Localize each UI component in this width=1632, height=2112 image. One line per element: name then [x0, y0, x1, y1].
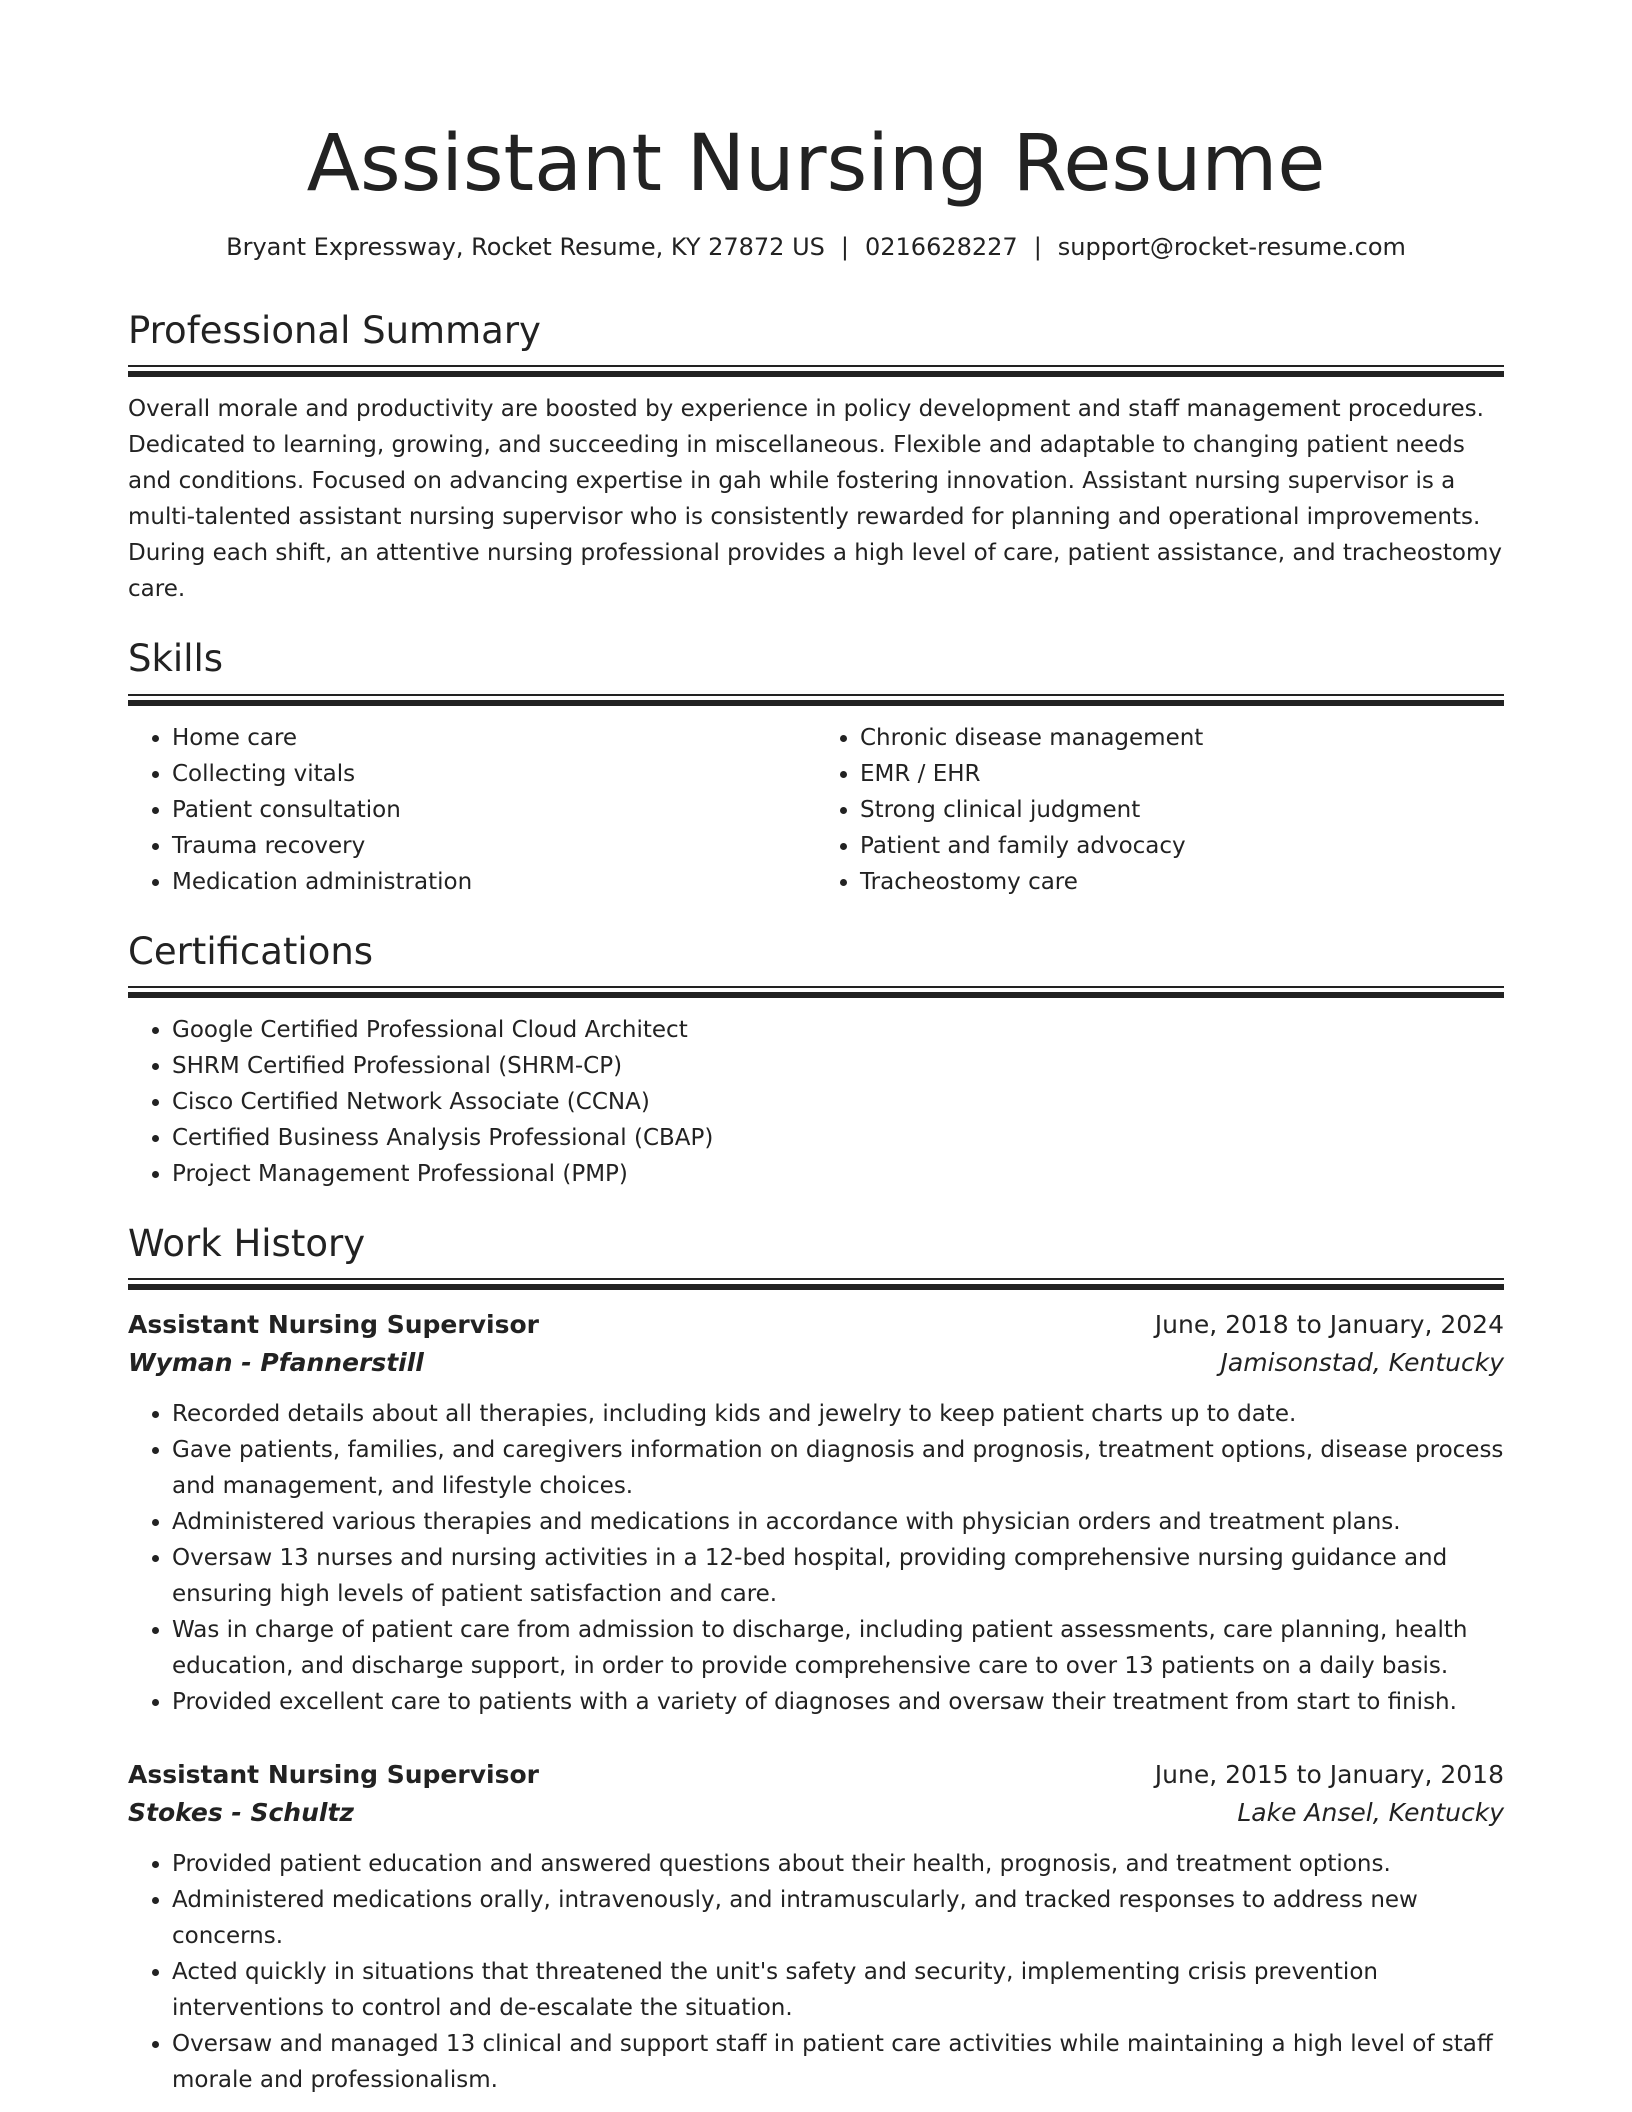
skill-item: • Tracheostomy care — [860, 864, 1504, 900]
job-role: Assistant Nursing Supervisor — [128, 1310, 539, 1340]
certification-item: • SHRM Certified Professional (SHRM-CP) — [172, 1048, 1504, 1084]
job-dates: June, 2015 to January, 2018 — [1154, 1760, 1504, 1790]
job-entry — [128, 1756, 1504, 2098]
skill-item: • Collecting vitals — [172, 756, 816, 792]
skill-item: • Home care — [172, 720, 816, 756]
job-role: Assistant Nursing Supervisor — [128, 1760, 539, 1790]
skills-heading: Skills — [128, 637, 224, 681]
certifications-heading: Certifications — [128, 929, 374, 973]
contact-address: Bryant Expressway, Rocket Resume, KY 27872 US — [226, 232, 825, 261]
section-divider — [128, 365, 1504, 377]
summary-section — [128, 309, 1504, 607]
job-dates: June, 2018 to January, 2024 — [1154, 1310, 1504, 1340]
section-divider — [128, 694, 1504, 706]
job-location: Jamisonstad, Kentucky — [1220, 1348, 1504, 1378]
contact-email: support@rocket-resume.com — [1057, 232, 1406, 261]
contact-line — [128, 232, 1504, 263]
job-bullet: • Administered medications orally, intravenously, and intramuscularly, and tracked responses to address new concerns. — [172, 1882, 1504, 1954]
skill-item: • EMR / EHR — [860, 756, 1504, 792]
contact-separator: | — [1033, 232, 1042, 261]
job-bullets — [128, 1396, 1504, 1720]
certifications-list — [128, 1012, 1504, 1192]
contact-phone: 0216628227 — [864, 232, 1018, 261]
page-title: Assistant Nursing Resume — [306, 119, 1326, 209]
job-bullet: • Oversaw 13 nurses and nursing activities in a 12-bed hospital, providing comprehensive nursing guidance and ensuring high levels of patient satisfaction and care. — [172, 1540, 1504, 1612]
job-bullet: • Provided patient education and answered questions about their health, prognosis, and treatment options. — [172, 1846, 1504, 1882]
certifications-list-wrap — [128, 1012, 1504, 1192]
certification-item: • Project Management Professional (PMP) — [172, 1156, 1504, 1192]
skill-item: • Trauma recovery — [172, 828, 816, 864]
job-company: Wyman - Pfannerstill — [128, 1348, 424, 1378]
section-divider — [128, 1278, 1504, 1290]
certifications-section — [128, 930, 1504, 1192]
job-subheader — [128, 1344, 1504, 1382]
summary-text: Overall morale and productivity are boosted by experience in policy development and staff management procedures. Dedicated to learning, growing, and succeeding in miscellaneous. Flexible and adaptable to changing patient needs and conditions. Focused on advancing expertise in gah while fostering innovation. Assistant nursing supervisor is a multi-talented assistant nursing supervisor who is consistently rewarded for planning and operational improvements. During each shift, an attentive nursing professional provides a high level of care, patient assistance, and tracheostomy care. — [128, 396, 1503, 603]
job-bullet: • Administered various therapies and medications in accordance with physician orders and treatment plans. — [172, 1504, 1504, 1540]
job-bullet: • Was in charge of patient care from admission to discharge, including patient assessments, care planning, health education, and discharge support, in order to provide comprehensive care to over 13 patients on a daily basis. — [172, 1612, 1504, 1684]
skill-item: • Chronic disease management — [860, 720, 1504, 756]
work-history-section — [128, 1222, 1504, 2098]
job-subheader — [128, 1794, 1504, 1832]
skills-list-left — [128, 720, 816, 900]
job-location: Lake Ansel, Kentucky — [1237, 1798, 1504, 1828]
resume-page — [128, 0, 1504, 2098]
skill-item: • Patient consultation — [172, 792, 816, 828]
job-header — [128, 1306, 1504, 1344]
job-bullet: • Provided excellent care to patients with a variety of diagnoses and oversaw their treatment from start to finish. — [172, 1684, 1504, 1720]
skills-list-right — [816, 720, 1504, 900]
certification-item: • Google Certified Professional Cloud Architect — [172, 1012, 1504, 1048]
work-history-heading: Work History — [128, 1222, 366, 1266]
skill-item: • Medication administration — [172, 864, 816, 900]
section-divider — [128, 986, 1504, 998]
job-entry — [128, 1306, 1504, 1720]
job-header — [128, 1756, 1504, 1794]
summary-heading: Professional Summary — [128, 308, 541, 352]
job-bullets — [128, 1846, 1504, 2098]
certification-item: • Certified Business Analysis Professional (CBAP) — [172, 1120, 1504, 1156]
job-bullet: • Recorded details about all therapies, including kids and jewelry to keep patient charts up to date. — [172, 1396, 1504, 1432]
certification-item: • Cisco Certified Network Associate (CCNA) — [172, 1084, 1504, 1120]
contact-separator: | — [840, 232, 849, 261]
job-bullet: • Oversaw and managed 13 clinical and support staff in patient care activities while maintaining a high level of staff morale and professionalism. — [172, 2026, 1504, 2098]
job-bullet: • Gave patients, families, and caregivers information on diagnosis and prognosis, treatment options, disease process and management, and lifestyle choices. — [172, 1432, 1504, 1504]
skills-columns — [128, 720, 1504, 900]
skills-section — [128, 637, 1504, 899]
job-bullet: • Acted quickly in situations that threatened the unit's safety and security, implementing crisis prevention interventions to control and de-escalate the situation. — [172, 1954, 1504, 2026]
skill-item: • Patient and family advocacy — [860, 828, 1504, 864]
job-company: Stokes - Schultz — [128, 1798, 354, 1828]
skill-item: • Strong clinical judgment — [860, 792, 1504, 828]
